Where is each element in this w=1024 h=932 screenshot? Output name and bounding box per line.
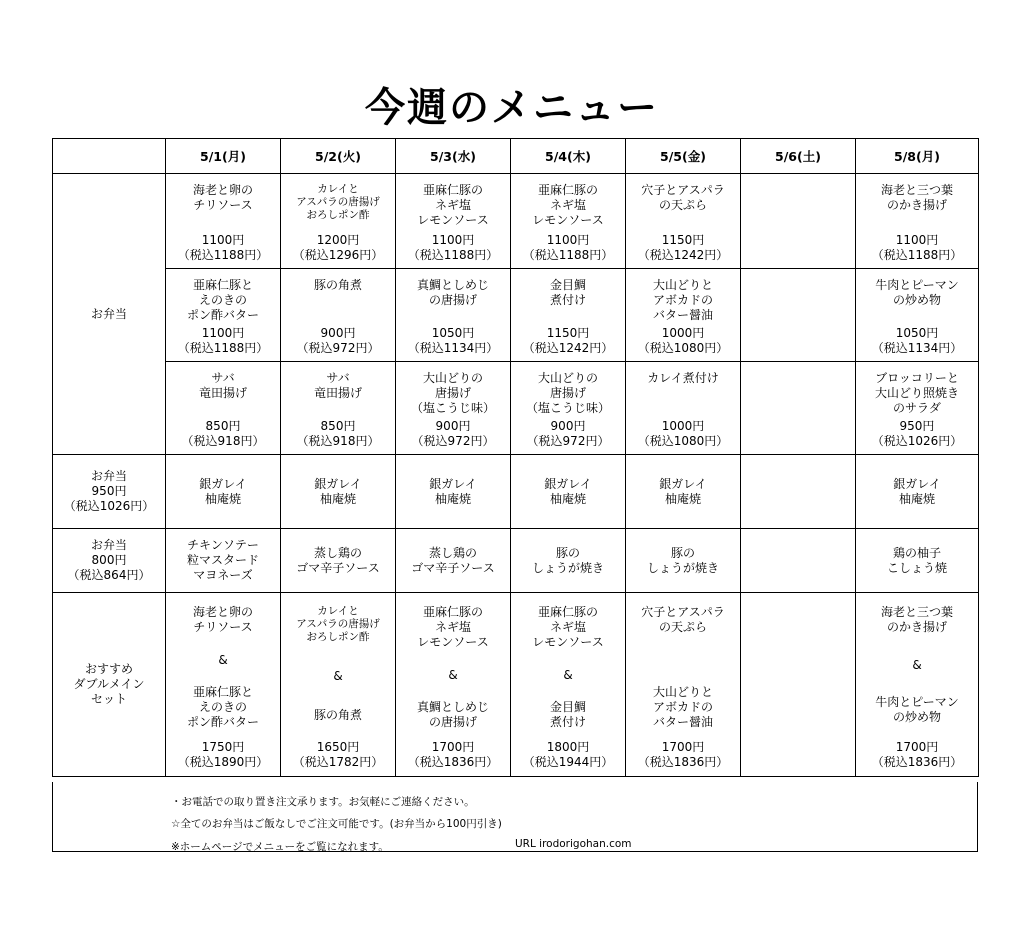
menu-cell [396, 174, 511, 269]
menu-item [856, 269, 978, 361]
dish-price: 1700円 （税込1836円） [407, 739, 499, 769]
menu-cell [166, 269, 281, 362]
menu-cell [626, 362, 741, 455]
menu-item [626, 174, 740, 268]
category-label: お弁当 950円 （税込1026円） [53, 455, 166, 529]
menu-cell [281, 529, 396, 593]
menu-cell [741, 174, 856, 269]
notes-section [52, 782, 978, 852]
dish-name: 海老と卵の チリソース [192, 183, 253, 212]
menu-cell [511, 455, 626, 529]
menu-item [856, 362, 978, 454]
dish-name-first: 穴子とアスパラ の天ぷら [641, 605, 725, 634]
chicken-row [53, 529, 979, 593]
dish-name: 大山どりと アボカドの バター醤油 [652, 278, 713, 322]
dish-name: 豚の しょうが焼き [646, 545, 719, 575]
menu-cell [281, 269, 396, 362]
dish-price: 1200円 （税込1296円） [292, 233, 384, 262]
day-header: 5/8(月) [856, 139, 979, 174]
dish-price: 1700円 （税込1836円） [871, 739, 963, 769]
menu-item [511, 362, 625, 454]
menu-cell [741, 529, 856, 593]
dish-name: カレイ煮付け [647, 371, 719, 385]
menu-cell [856, 529, 979, 593]
menu-item [511, 174, 625, 268]
menu-cell [396, 455, 511, 529]
dish-name: サバ 竜田揚げ [313, 371, 362, 400]
menu-table [52, 138, 979, 777]
menu-cell [511, 593, 626, 777]
day-header: 5/4(木) [511, 139, 626, 174]
corner-cell [53, 139, 166, 174]
dish-price: 1750円 （税込1890円） [177, 739, 269, 769]
menu-item [396, 269, 510, 361]
menu-cell [281, 362, 396, 455]
menu-cell [856, 362, 979, 455]
dish-price: 950円 （税込1026円） [871, 419, 963, 448]
menu-item [281, 174, 395, 268]
menu-cell [396, 593, 511, 777]
menu-item [626, 269, 740, 361]
dish-name: サバ 竜田揚げ [198, 371, 247, 400]
ampersand: & [912, 657, 922, 672]
dish-price: 900円 （税込972円） [296, 326, 380, 355]
dish-name: 豚の角煮 [313, 278, 362, 292]
dish-price: 1100円 （税込1188円） [522, 233, 614, 262]
menu-cell [511, 529, 626, 593]
header-row [53, 139, 979, 174]
dish-name: 鶏の柚子 こしょう焼 [886, 545, 947, 575]
category-label: お弁当 800円 （税込864円） [53, 529, 166, 593]
menu-item [626, 362, 740, 454]
dish-name-second: 大山どりと アボカドの バター醤油 [652, 685, 713, 730]
ampersand: & [333, 668, 343, 683]
website-url[interactable]: URL irodorigohan.com [515, 838, 632, 850]
menu-cell [511, 269, 626, 362]
menu-cell [281, 593, 396, 777]
note-homepage: ※ホームページでメニューをご覧になれます。 [171, 841, 389, 853]
day-header: 5/6(土) [741, 139, 856, 174]
dish-name: チキンソテー 粒マスタード マヨネーズ [186, 538, 259, 582]
dish-name-second: 金目鯛 煮付け [549, 700, 586, 730]
menu-item [166, 362, 280, 454]
dish-name: 大山どりの 唐揚げ （塩こうじ味） [525, 371, 610, 415]
dish-name: 銀ガレイ 柚庵焼 [429, 476, 477, 506]
dish-price: 1100円 （税込1188円） [407, 233, 499, 262]
category-label-bento: お弁当 [53, 174, 166, 455]
menu-cell [396, 529, 511, 593]
menu-cell [626, 174, 741, 269]
dish-price: 1100円 （税込1188円） [177, 233, 269, 262]
dish-price: 1100円 （税込1188円） [871, 233, 963, 262]
menu-cell [626, 269, 741, 362]
dish-name: ブロッコリーと 大山どり照焼き のサラダ [874, 371, 959, 415]
dish-name: 銀ガレイ 柚庵焼 [893, 476, 941, 506]
note-phone-order: ・お電話での取り置き注文承ります。お気軽にご連絡ください。 [171, 796, 475, 808]
menu-item [281, 593, 395, 776]
menu-item [281, 362, 395, 454]
menu-cell [396, 269, 511, 362]
menu-cell [856, 269, 979, 362]
menu-cell [281, 455, 396, 529]
bento-row [53, 269, 979, 362]
menu-item [511, 269, 625, 361]
day-header: 5/3(水) [396, 139, 511, 174]
dish-price: 1050円 （税込1134円） [407, 326, 499, 355]
menu-cell [741, 269, 856, 362]
menu-cell [511, 174, 626, 269]
dish-name: 銀ガレイ 柚庵焼 [544, 476, 592, 506]
dish-price: 1150円 （税込1242円） [522, 326, 614, 355]
menu-cell [166, 529, 281, 593]
menu-cell [511, 362, 626, 455]
dish-name-second: 豚の角煮 [313, 708, 362, 723]
dish-name: 豚の しょうが焼き [531, 545, 604, 575]
menu-cell [626, 529, 741, 593]
dish-price: 1000円 （税込1080円） [637, 326, 729, 355]
dish-name: 海老と三つ葉 のかき揚げ [880, 183, 953, 212]
day-header: 5/5(金) [626, 139, 741, 174]
menu-cell [856, 174, 979, 269]
dish-name: 金目鯛 煮付け [549, 278, 586, 307]
menu-item [396, 593, 510, 776]
menu-item [396, 362, 510, 454]
menu-cell [626, 455, 741, 529]
dish-price: 1650円 （税込1782円） [292, 739, 384, 769]
dish-price: 1700円 （税込1836円） [637, 739, 729, 769]
menu-cell [396, 362, 511, 455]
menu-item [166, 174, 280, 268]
dish-name-first: 海老と卵の チリソース [192, 605, 253, 634]
note-no-rice: ☆全てのお弁当はご飯なしでご注文可能です。(お弁当から100円引き) [171, 818, 502, 830]
menu-cell [166, 362, 281, 455]
dish-price: 1150円 （税込1242円） [637, 233, 729, 262]
dish-name-first: 海老と三つ葉 のかき揚げ [880, 605, 953, 634]
dish-price: 1800円 （税込1944円） [522, 739, 614, 769]
dish-price: 850円 （税込918円） [296, 419, 380, 448]
dish-name: 大山どりの 唐揚げ （塩こうじ味） [410, 371, 495, 415]
bento-row [53, 174, 979, 269]
menu-item [166, 593, 280, 776]
menu-cell [166, 174, 281, 269]
menu-cell [166, 593, 281, 777]
dish-name: 銀ガレイ 柚庵焼 [199, 476, 247, 506]
menu-cell [741, 593, 856, 777]
dish-name-first: 亜麻仁豚の ネギ塩 レモンソース [532, 605, 604, 649]
dish-price: 1000円 （税込1080円） [637, 419, 729, 448]
menu-cell [626, 593, 741, 777]
menu-item [856, 593, 978, 776]
dish-name: 銀ガレイ 柚庵焼 [659, 476, 707, 506]
dish-price: 850円 （税込918円） [181, 419, 265, 448]
menu-item [511, 593, 625, 776]
dish-name: 牛肉とピーマン の炒め物 [875, 278, 959, 307]
menu-cell [741, 362, 856, 455]
menu-item [856, 174, 978, 268]
ampersand: & [563, 667, 573, 682]
day-header: 5/2(火) [281, 139, 396, 174]
dish-name: 亜麻仁豚の ネギ塩 レモンソース [532, 183, 604, 227]
dish-name-second: 亜麻仁豚と えのきの ポン酢バター [186, 685, 259, 730]
day-header: 5/1(月) [166, 139, 281, 174]
dish-name: カレイと アスパラの唐揚げ おろしポン酢 [296, 183, 380, 221]
dish-price: 1100円 （税込1188円） [177, 326, 269, 355]
menu-item [396, 174, 510, 268]
page-title: 今週のメニュー [365, 85, 659, 131]
dish-name: 真鯛としめじ の唐揚げ [416, 278, 489, 307]
dish-name: 銀ガレイ 柚庵焼 [314, 476, 362, 506]
double-row [53, 593, 979, 777]
menu-cell [741, 455, 856, 529]
category-label-double: おすすめ ダブルメイン セット [53, 593, 166, 777]
dish-name-first: カレイと アスパラの唐揚げ おろしポン酢 [296, 605, 380, 643]
dish-name: 蒸し鶏の ゴマ辛子ソース [411, 545, 495, 575]
dish-name-second: 真鯛としめじ の唐揚げ [416, 700, 489, 730]
dish-name-first: 亜麻仁豚の ネギ塩 レモンソース [417, 605, 489, 649]
dish-name: 蒸し鶏の ゴマ辛子ソース [296, 545, 380, 575]
menu-item [166, 269, 280, 361]
dish-name: 亜麻仁豚と えのきの ポン酢バター [186, 278, 259, 322]
dish-name: 亜麻仁豚の ネギ塩 レモンソース [417, 183, 489, 227]
ampersand: & [218, 652, 228, 667]
menu-cell [856, 593, 979, 777]
menu-cell [166, 455, 281, 529]
dish-name: 穴子とアスパラ の天ぷら [641, 183, 725, 212]
ampersand: & [448, 667, 458, 682]
dish-price: 900円 （税込972円） [411, 419, 495, 448]
menu-cell [281, 174, 396, 269]
dish-price: 1050円 （税込1134円） [871, 326, 963, 355]
menu-item [281, 269, 395, 361]
menu-cell [856, 455, 979, 529]
dish-price: 900円 （税込972円） [526, 419, 610, 448]
bento-row [53, 362, 979, 455]
menu-item [626, 593, 740, 776]
fish-row [53, 455, 979, 529]
dish-name-second: 牛肉とピーマン の炒め物 [875, 695, 959, 725]
